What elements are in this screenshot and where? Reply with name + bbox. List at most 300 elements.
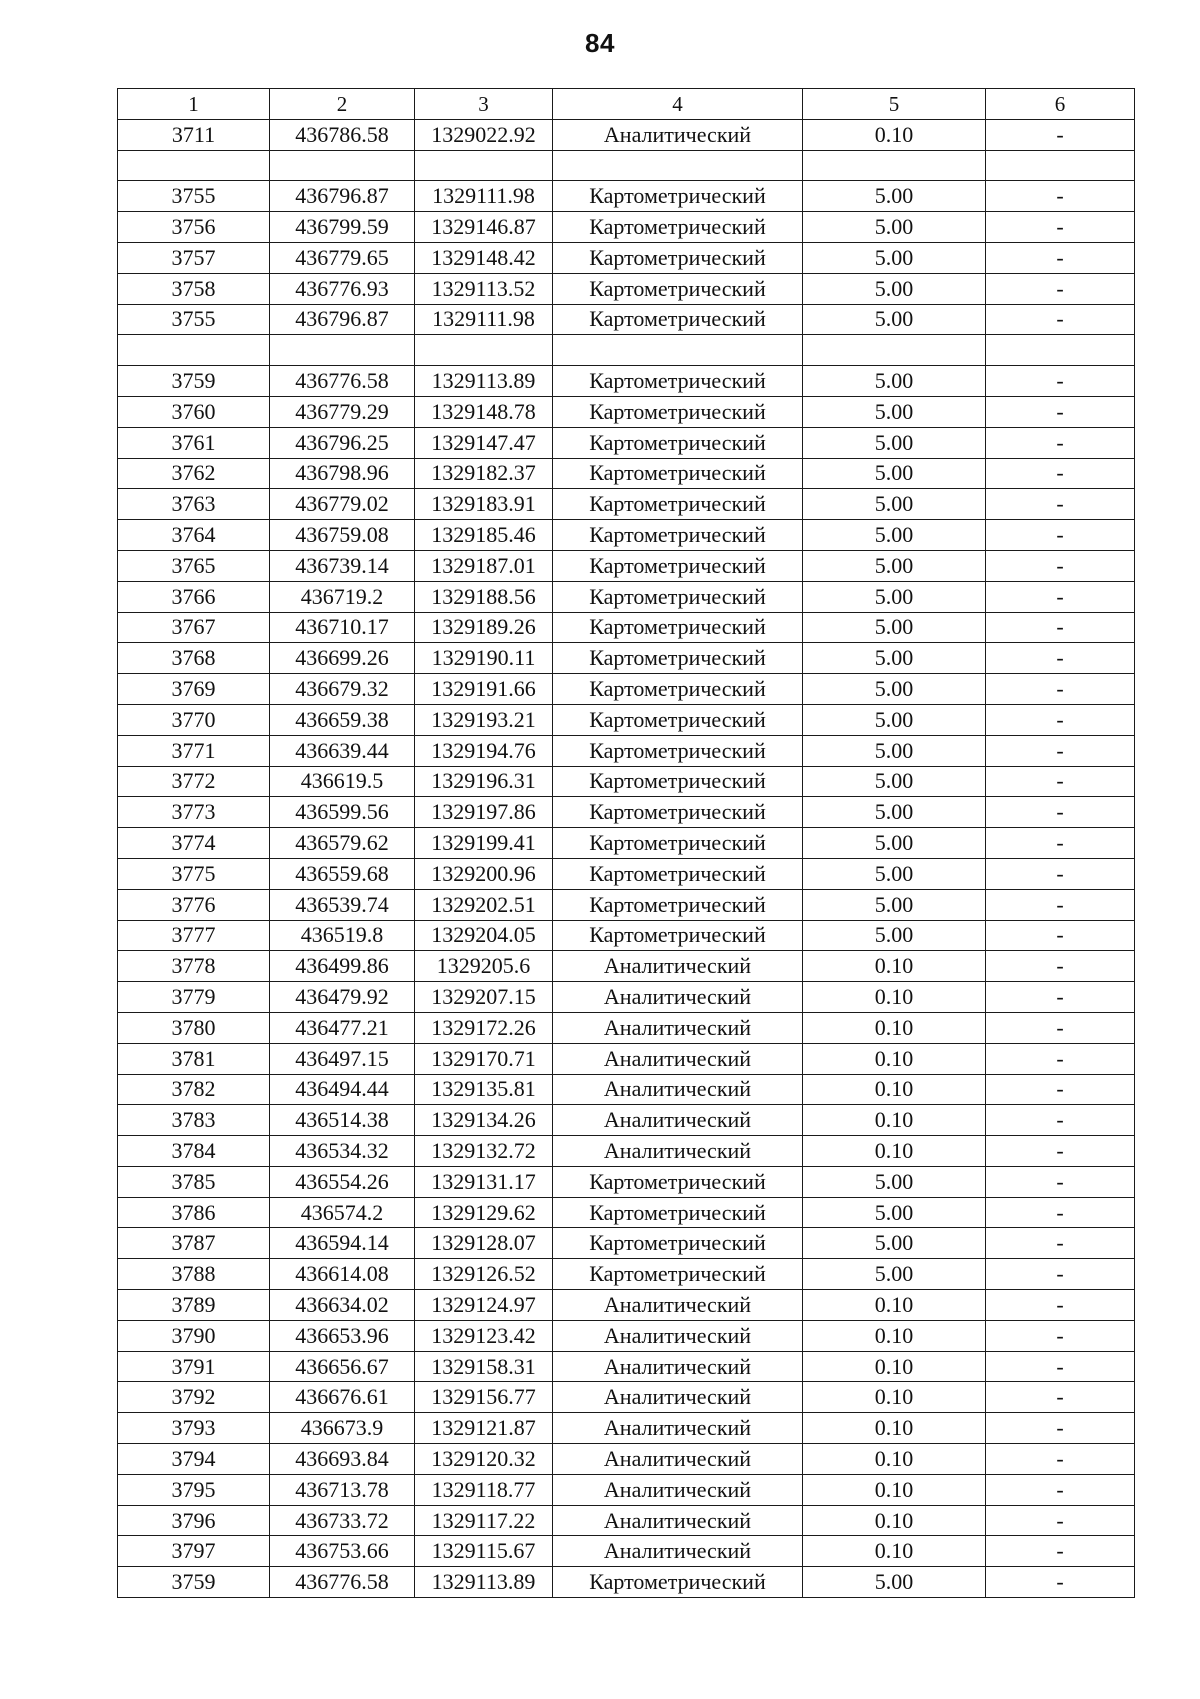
table-row bbox=[118, 458, 1135, 489]
x-coordinate-cell: 436779.02 bbox=[270, 489, 415, 520]
y-coordinate-cell: 1329134.26 bbox=[415, 1105, 553, 1136]
table-row bbox=[118, 119, 1135, 150]
y-coordinate-cell: 1329207.15 bbox=[415, 982, 553, 1013]
method-cell: Картометрический bbox=[553, 1228, 803, 1259]
accuracy-cell: 0.10 bbox=[803, 1320, 986, 1351]
y-coordinate-cell: 1329113.89 bbox=[415, 366, 553, 397]
description-cell: - bbox=[986, 119, 1135, 150]
method-cell: Картометрический bbox=[553, 674, 803, 705]
table-row bbox=[118, 797, 1135, 828]
accuracy-cell: 5.00 bbox=[803, 396, 986, 427]
y-coordinate-cell: 1329113.52 bbox=[415, 273, 553, 304]
point-number-cell: 3756 bbox=[118, 212, 270, 243]
point-number-cell: 3780 bbox=[118, 1012, 270, 1043]
x-coordinate-cell: 436659.38 bbox=[270, 704, 415, 735]
point-number-cell: 3766 bbox=[118, 581, 270, 612]
column-header: 5 bbox=[803, 89, 986, 120]
y-coordinate-cell: 1329148.42 bbox=[415, 242, 553, 273]
description-cell: - bbox=[986, 982, 1135, 1013]
point-number-cell: 3781 bbox=[118, 1043, 270, 1074]
accuracy-cell: 5.00 bbox=[803, 735, 986, 766]
y-coordinate-cell: 1329183.91 bbox=[415, 489, 553, 520]
method-cell: Картометрический bbox=[553, 242, 803, 273]
description-cell: - bbox=[986, 1290, 1135, 1321]
x-coordinate-cell: 436759.08 bbox=[270, 520, 415, 551]
point-number-cell: 3755 bbox=[118, 181, 270, 212]
method-cell: Картометрический bbox=[553, 396, 803, 427]
table-row bbox=[118, 1043, 1135, 1074]
accuracy-cell: 5.00 bbox=[803, 304, 986, 335]
description-cell: - bbox=[986, 1259, 1135, 1290]
table-row bbox=[118, 1197, 1135, 1228]
table-row bbox=[118, 1290, 1135, 1321]
point-number-cell: 3763 bbox=[118, 489, 270, 520]
y-coordinate-cell: 1329196.31 bbox=[415, 766, 553, 797]
x-coordinate-cell: 436779.65 bbox=[270, 242, 415, 273]
accuracy-cell: 5.00 bbox=[803, 643, 986, 674]
accuracy-cell: 5.00 bbox=[803, 242, 986, 273]
table-row bbox=[118, 1351, 1135, 1382]
x-coordinate-cell: 436554.26 bbox=[270, 1166, 415, 1197]
accuracy-cell: 5.00 bbox=[803, 1228, 986, 1259]
point-number-cell: 3765 bbox=[118, 550, 270, 581]
description-cell: - bbox=[986, 1444, 1135, 1475]
description-cell: - bbox=[986, 889, 1135, 920]
description-cell: - bbox=[986, 920, 1135, 951]
point-number-cell: 3775 bbox=[118, 858, 270, 889]
y-coordinate-cell: 1329191.66 bbox=[415, 674, 553, 705]
y-coordinate-cell: 1329113.89 bbox=[415, 1567, 553, 1598]
accuracy-cell: 5.00 bbox=[803, 1259, 986, 1290]
point-number-cell: 3785 bbox=[118, 1166, 270, 1197]
y-coordinate-cell: 1329118.77 bbox=[415, 1474, 553, 1505]
method-cell: Аналитический bbox=[553, 1290, 803, 1321]
table-row bbox=[118, 1382, 1135, 1413]
accuracy-cell: 5.00 bbox=[803, 427, 986, 458]
x-coordinate-cell: 436776.58 bbox=[270, 1567, 415, 1598]
y-coordinate-cell: 1329111.98 bbox=[415, 304, 553, 335]
y-coordinate-cell: 1329204.05 bbox=[415, 920, 553, 951]
x-coordinate-cell: 436719.2 bbox=[270, 581, 415, 612]
y-coordinate-cell: 1329172.26 bbox=[415, 1012, 553, 1043]
column-header: 3 bbox=[415, 89, 553, 120]
x-coordinate-cell: 436739.14 bbox=[270, 550, 415, 581]
table-row bbox=[118, 1074, 1135, 1105]
accuracy-cell: 5.00 bbox=[803, 458, 986, 489]
description-cell bbox=[986, 335, 1135, 366]
description-cell: - bbox=[986, 1474, 1135, 1505]
point-number-cell: 3795 bbox=[118, 1474, 270, 1505]
y-coordinate-cell: 1329185.46 bbox=[415, 520, 553, 551]
method-cell: Картометрический bbox=[553, 1197, 803, 1228]
point-number-cell: 3767 bbox=[118, 612, 270, 643]
y-coordinate-cell: 1329187.01 bbox=[415, 550, 553, 581]
method-cell: Картометрический bbox=[553, 489, 803, 520]
point-number-cell: 3786 bbox=[118, 1197, 270, 1228]
point-number-cell: 3794 bbox=[118, 1444, 270, 1475]
description-cell: - bbox=[986, 1382, 1135, 1413]
table-row bbox=[118, 889, 1135, 920]
page-number: 84 bbox=[585, 28, 615, 58]
x-coordinate-cell: 436673.9 bbox=[270, 1413, 415, 1444]
method-cell: Аналитический bbox=[553, 1136, 803, 1167]
table-row bbox=[118, 242, 1135, 273]
method-cell: Картометрический bbox=[553, 366, 803, 397]
point-number-cell: 3793 bbox=[118, 1413, 270, 1444]
method-cell: Аналитический bbox=[553, 1536, 803, 1567]
point-number-cell: 3777 bbox=[118, 920, 270, 951]
table-row bbox=[118, 920, 1135, 951]
description-cell: - bbox=[986, 520, 1135, 551]
accuracy-cell: 0.10 bbox=[803, 119, 986, 150]
table-row bbox=[118, 1444, 1135, 1475]
accuracy-cell: 5.00 bbox=[803, 704, 986, 735]
point-number-cell: 3762 bbox=[118, 458, 270, 489]
description-cell: - bbox=[986, 766, 1135, 797]
x-coordinate-cell: 436497.15 bbox=[270, 1043, 415, 1074]
method-cell: Аналитический bbox=[553, 1474, 803, 1505]
y-coordinate-cell: 1329199.41 bbox=[415, 828, 553, 859]
y-coordinate-cell: 1329121.87 bbox=[415, 1413, 553, 1444]
coordinates-table bbox=[117, 88, 1135, 1598]
y-coordinate-cell: 1329111.98 bbox=[415, 181, 553, 212]
description-cell: - bbox=[986, 396, 1135, 427]
description-cell bbox=[986, 150, 1135, 181]
table-row bbox=[118, 396, 1135, 427]
y-coordinate-cell: 1329202.51 bbox=[415, 889, 553, 920]
table-row bbox=[118, 581, 1135, 612]
table-row bbox=[118, 1166, 1135, 1197]
x-coordinate-cell: 436786.58 bbox=[270, 119, 415, 150]
table-row bbox=[118, 366, 1135, 397]
accuracy-cell: 5.00 bbox=[803, 674, 986, 705]
x-coordinate-cell: 436753.66 bbox=[270, 1536, 415, 1567]
point-number-cell: 3771 bbox=[118, 735, 270, 766]
method-cell: Картометрический bbox=[553, 828, 803, 859]
column-header: 2 bbox=[270, 89, 415, 120]
y-coordinate-cell: 1329190.11 bbox=[415, 643, 553, 674]
table-row bbox=[118, 828, 1135, 859]
accuracy-cell: 5.00 bbox=[803, 489, 986, 520]
x-coordinate-cell: 436634.02 bbox=[270, 1290, 415, 1321]
point-number-cell: 3797 bbox=[118, 1536, 270, 1567]
x-coordinate-cell: 436574.2 bbox=[270, 1197, 415, 1228]
accuracy-cell bbox=[803, 150, 986, 181]
point-number-cell: 3783 bbox=[118, 1105, 270, 1136]
point-number-cell: 3788 bbox=[118, 1259, 270, 1290]
accuracy-cell: 5.00 bbox=[803, 920, 986, 951]
x-coordinate-cell: 436559.68 bbox=[270, 858, 415, 889]
table-row bbox=[118, 1259, 1135, 1290]
method-cell: Аналитический bbox=[553, 1043, 803, 1074]
point-number-cell: 3790 bbox=[118, 1320, 270, 1351]
table-row bbox=[118, 766, 1135, 797]
method-cell: Картометрический bbox=[553, 520, 803, 551]
y-coordinate-cell: 1329182.37 bbox=[415, 458, 553, 489]
y-coordinate-cell: 1329022.92 bbox=[415, 119, 553, 150]
accuracy-cell: 0.10 bbox=[803, 982, 986, 1013]
y-coordinate-cell: 1329128.07 bbox=[415, 1228, 553, 1259]
point-number-cell: 3757 bbox=[118, 242, 270, 273]
table-row bbox=[118, 1136, 1135, 1167]
table-row bbox=[118, 273, 1135, 304]
accuracy-cell: 5.00 bbox=[803, 550, 986, 581]
method-cell: Картометрический bbox=[553, 766, 803, 797]
method-cell: Картометрический bbox=[553, 304, 803, 335]
table-row bbox=[118, 1536, 1135, 1567]
method-cell: Картометрический bbox=[553, 550, 803, 581]
description-cell: - bbox=[986, 212, 1135, 243]
table-row bbox=[118, 150, 1135, 181]
point-number-cell: 3787 bbox=[118, 1228, 270, 1259]
accuracy-cell: 0.10 bbox=[803, 1536, 986, 1567]
x-coordinate-cell: 436579.62 bbox=[270, 828, 415, 859]
description-cell: - bbox=[986, 1505, 1135, 1536]
y-coordinate-cell: 1329120.32 bbox=[415, 1444, 553, 1475]
description-cell: - bbox=[986, 427, 1135, 458]
x-coordinate-cell: 436776.58 bbox=[270, 366, 415, 397]
x-coordinate-cell: 436679.32 bbox=[270, 674, 415, 705]
method-cell: Картометрический bbox=[553, 735, 803, 766]
table-row bbox=[118, 1413, 1135, 1444]
point-number-cell: 3761 bbox=[118, 427, 270, 458]
x-coordinate-cell: 436614.08 bbox=[270, 1259, 415, 1290]
x-coordinate-cell: 436656.67 bbox=[270, 1351, 415, 1382]
x-coordinate-cell: 436713.78 bbox=[270, 1474, 415, 1505]
table-row bbox=[118, 1320, 1135, 1351]
description-cell: - bbox=[986, 242, 1135, 273]
y-coordinate-cell: 1329193.21 bbox=[415, 704, 553, 735]
description-cell: - bbox=[986, 1136, 1135, 1167]
method-cell: Картометрический bbox=[553, 704, 803, 735]
y-coordinate-cell: 1329123.42 bbox=[415, 1320, 553, 1351]
method-cell: Аналитический bbox=[553, 1505, 803, 1536]
y-coordinate-cell: 1329170.71 bbox=[415, 1043, 553, 1074]
description-cell: - bbox=[986, 1351, 1135, 1382]
accuracy-cell: 0.10 bbox=[803, 1105, 986, 1136]
description-cell: - bbox=[986, 550, 1135, 581]
point-number-cell: 3792 bbox=[118, 1382, 270, 1413]
x-coordinate-cell: 436539.74 bbox=[270, 889, 415, 920]
description-cell: - bbox=[986, 273, 1135, 304]
x-coordinate-cell: 436599.56 bbox=[270, 797, 415, 828]
x-coordinate-cell: 436499.86 bbox=[270, 951, 415, 982]
x-coordinate-cell: 436779.29 bbox=[270, 396, 415, 427]
table-header-row bbox=[118, 89, 1135, 120]
accuracy-cell: 0.10 bbox=[803, 951, 986, 982]
method-cell: Картометрический bbox=[553, 1166, 803, 1197]
method-cell: Картометрический bbox=[553, 458, 803, 489]
table-row bbox=[118, 550, 1135, 581]
method-cell: Аналитический bbox=[553, 1012, 803, 1043]
accuracy-cell: 0.10 bbox=[803, 1351, 986, 1382]
x-coordinate-cell: 436796.87 bbox=[270, 181, 415, 212]
point-number-cell: 3768 bbox=[118, 643, 270, 674]
description-cell: - bbox=[986, 1536, 1135, 1567]
x-coordinate-cell bbox=[270, 335, 415, 366]
description-cell: - bbox=[986, 1197, 1135, 1228]
point-number-cell: 3769 bbox=[118, 674, 270, 705]
table-row bbox=[118, 212, 1135, 243]
description-cell: - bbox=[986, 1413, 1135, 1444]
table-row bbox=[118, 1105, 1135, 1136]
column-header: 4 bbox=[553, 89, 803, 120]
y-coordinate-cell: 1329188.56 bbox=[415, 581, 553, 612]
table-row bbox=[118, 1012, 1135, 1043]
method-cell: Аналитический bbox=[553, 1382, 803, 1413]
accuracy-cell: 0.10 bbox=[803, 1505, 986, 1536]
table-row bbox=[118, 427, 1135, 458]
x-coordinate-cell: 436776.93 bbox=[270, 273, 415, 304]
x-coordinate-cell: 436799.59 bbox=[270, 212, 415, 243]
point-number-cell: 3778 bbox=[118, 951, 270, 982]
description-cell: - bbox=[986, 704, 1135, 735]
table-row bbox=[118, 489, 1135, 520]
x-coordinate-cell: 436477.21 bbox=[270, 1012, 415, 1043]
method-cell: Аналитический bbox=[553, 982, 803, 1013]
description-cell: - bbox=[986, 828, 1135, 859]
y-coordinate-cell: 1329148.78 bbox=[415, 396, 553, 427]
table-row bbox=[118, 735, 1135, 766]
point-number-cell bbox=[118, 335, 270, 366]
table-row bbox=[118, 643, 1135, 674]
table-row bbox=[118, 612, 1135, 643]
description-cell: - bbox=[986, 181, 1135, 212]
method-cell: Картометрический bbox=[553, 920, 803, 951]
x-coordinate-cell: 436534.32 bbox=[270, 1136, 415, 1167]
table-row bbox=[118, 982, 1135, 1013]
x-coordinate-cell: 436653.96 bbox=[270, 1320, 415, 1351]
y-coordinate-cell: 1329131.17 bbox=[415, 1166, 553, 1197]
accuracy-cell: 0.10 bbox=[803, 1136, 986, 1167]
y-coordinate-cell: 1329156.77 bbox=[415, 1382, 553, 1413]
y-coordinate-cell: 1329197.86 bbox=[415, 797, 553, 828]
table-row bbox=[118, 1567, 1135, 1598]
accuracy-cell: 5.00 bbox=[803, 612, 986, 643]
point-number-cell: 3759 bbox=[118, 1567, 270, 1598]
table-body bbox=[118, 89, 1135, 1598]
accuracy-cell: 0.10 bbox=[803, 1012, 986, 1043]
description-cell: - bbox=[986, 1074, 1135, 1105]
description-cell: - bbox=[986, 674, 1135, 705]
accuracy-cell: 5.00 bbox=[803, 1166, 986, 1197]
method-cell: Аналитический bbox=[553, 119, 803, 150]
column-header: 6 bbox=[986, 89, 1135, 120]
point-number-cell: 3764 bbox=[118, 520, 270, 551]
description-cell: - bbox=[986, 1228, 1135, 1259]
description-cell: - bbox=[986, 304, 1135, 335]
description-cell: - bbox=[986, 858, 1135, 889]
method-cell: Картометрический bbox=[553, 612, 803, 643]
description-cell: - bbox=[986, 735, 1135, 766]
method-cell: Аналитический bbox=[553, 1320, 803, 1351]
point-number-cell: 3776 bbox=[118, 889, 270, 920]
method-cell: Картометрический bbox=[553, 797, 803, 828]
method-cell: Картометрический bbox=[553, 581, 803, 612]
method-cell: Картометрический bbox=[553, 858, 803, 889]
y-coordinate-cell: 1329147.47 bbox=[415, 427, 553, 458]
method-cell bbox=[553, 335, 803, 366]
table-row bbox=[118, 335, 1135, 366]
method-cell: Картометрический bbox=[553, 427, 803, 458]
point-number-cell: 3711 bbox=[118, 119, 270, 150]
method-cell: Картометрический bbox=[553, 273, 803, 304]
accuracy-cell: 5.00 bbox=[803, 1197, 986, 1228]
table-row bbox=[118, 1474, 1135, 1505]
x-coordinate-cell: 436798.96 bbox=[270, 458, 415, 489]
accuracy-cell bbox=[803, 335, 986, 366]
accuracy-cell: 5.00 bbox=[803, 1567, 986, 1598]
point-number-cell: 3774 bbox=[118, 828, 270, 859]
method-cell bbox=[553, 150, 803, 181]
point-number-cell bbox=[118, 150, 270, 181]
method-cell: Картометрический bbox=[553, 1259, 803, 1290]
method-cell: Аналитический bbox=[553, 1074, 803, 1105]
point-number-cell: 3760 bbox=[118, 396, 270, 427]
accuracy-cell: 0.10 bbox=[803, 1413, 986, 1444]
y-coordinate-cell: 1329189.26 bbox=[415, 612, 553, 643]
accuracy-cell: 5.00 bbox=[803, 889, 986, 920]
x-coordinate-cell: 436494.44 bbox=[270, 1074, 415, 1105]
y-coordinate-cell: 1329124.97 bbox=[415, 1290, 553, 1321]
method-cell: Картометрический bbox=[553, 212, 803, 243]
accuracy-cell: 0.10 bbox=[803, 1444, 986, 1475]
table-row bbox=[118, 181, 1135, 212]
point-number-cell: 3791 bbox=[118, 1351, 270, 1382]
y-coordinate-cell: 1329126.52 bbox=[415, 1259, 553, 1290]
method-cell: Картометрический bbox=[553, 643, 803, 674]
x-coordinate-cell: 436693.84 bbox=[270, 1444, 415, 1475]
table-row bbox=[118, 1228, 1135, 1259]
accuracy-cell: 5.00 bbox=[803, 858, 986, 889]
x-coordinate-cell: 436619.5 bbox=[270, 766, 415, 797]
y-coordinate-cell: 1329200.96 bbox=[415, 858, 553, 889]
description-cell: - bbox=[986, 458, 1135, 489]
point-number-cell: 3773 bbox=[118, 797, 270, 828]
point-number-cell: 3796 bbox=[118, 1505, 270, 1536]
y-coordinate-cell bbox=[415, 150, 553, 181]
y-coordinate-cell: 1329135.81 bbox=[415, 1074, 553, 1105]
x-coordinate-cell: 436519.8 bbox=[270, 920, 415, 951]
x-coordinate-cell: 436796.25 bbox=[270, 427, 415, 458]
y-coordinate-cell: 1329117.22 bbox=[415, 1505, 553, 1536]
accuracy-cell: 5.00 bbox=[803, 366, 986, 397]
description-cell: - bbox=[986, 1105, 1135, 1136]
point-number-cell: 3758 bbox=[118, 273, 270, 304]
table-row bbox=[118, 520, 1135, 551]
description-cell: - bbox=[986, 612, 1135, 643]
description-cell: - bbox=[986, 797, 1135, 828]
accuracy-cell: 0.10 bbox=[803, 1074, 986, 1105]
table-row bbox=[118, 858, 1135, 889]
method-cell: Аналитический bbox=[553, 1413, 803, 1444]
accuracy-cell: 0.10 bbox=[803, 1290, 986, 1321]
point-number-cell: 3770 bbox=[118, 704, 270, 735]
point-number-cell: 3782 bbox=[118, 1074, 270, 1105]
description-cell: - bbox=[986, 1043, 1135, 1074]
description-cell: - bbox=[986, 643, 1135, 674]
method-cell: Картометрический bbox=[553, 181, 803, 212]
point-number-cell: 3789 bbox=[118, 1290, 270, 1321]
point-number-cell: 3772 bbox=[118, 766, 270, 797]
y-coordinate-cell: 1329194.76 bbox=[415, 735, 553, 766]
accuracy-cell: 5.00 bbox=[803, 181, 986, 212]
point-number-cell: 3755 bbox=[118, 304, 270, 335]
description-cell: - bbox=[986, 951, 1135, 982]
x-coordinate-cell: 436733.72 bbox=[270, 1505, 415, 1536]
column-header: 1 bbox=[118, 89, 270, 120]
y-coordinate-cell: 1329129.62 bbox=[415, 1197, 553, 1228]
